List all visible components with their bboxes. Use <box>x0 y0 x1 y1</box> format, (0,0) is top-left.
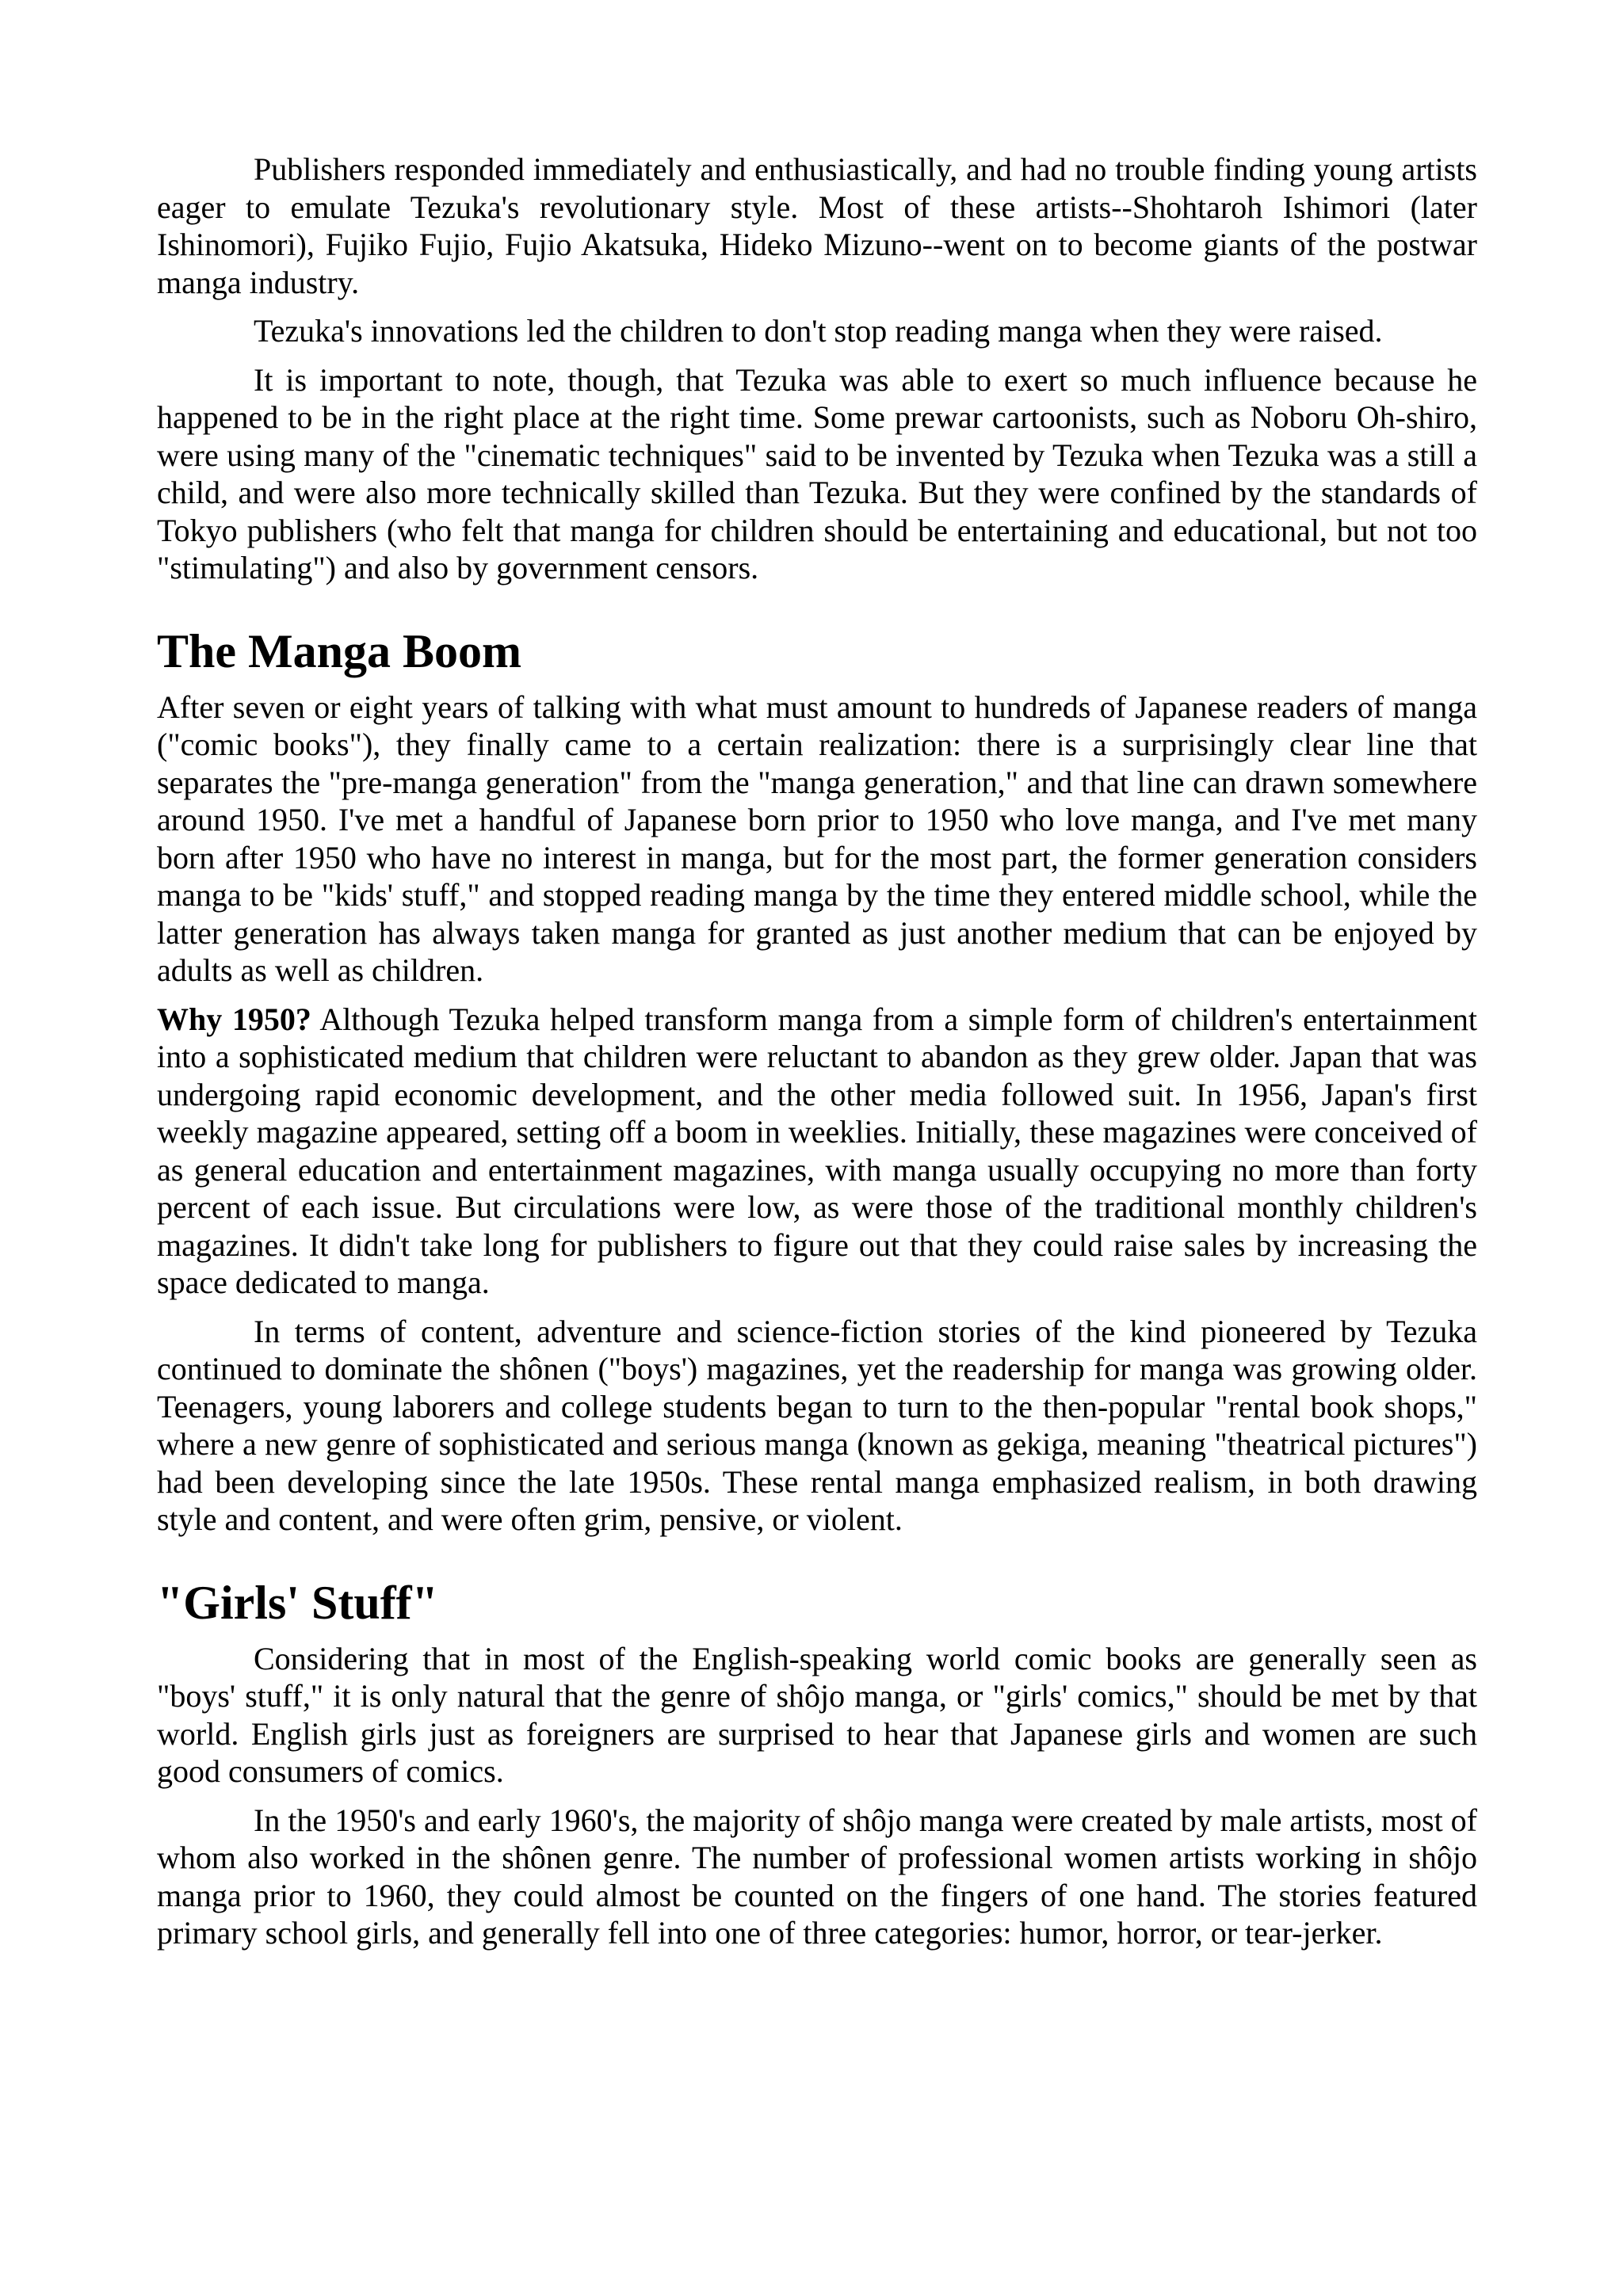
boom-paragraph-2-text: Although Tezuka helped transform manga from a simple form of children's entertainment into a sophisticated medium that children were reluctant to abandon as they grew older. Japan that was undergoing rapid economic development, and the other media followed suit. In 1956, Japan's first weekly magazine appeared, setting off a boom in weeklies. Initially, these magazines were conceived of as general education and entertainment magazines, with manga usually occupying no more than forty percent of each issue. But circulations were low, as were those of the traditional monthly children's magazines. It didn't take long for publishers to figure out that they could raise sales by increasing the space dedicated to manga. <box>157 1001 1477 1300</box>
boom-paragraph-1: After seven or eight years of talking with what must amount to hundreds of Japanese readers of manga ("comic books"), they finally came to a certain realization: there is a surprisingly clear line that separates the "pre-manga generation" from the "manga generation," and that line can drawn somewhere around 1950. I've met a handful of Japanese born prior to 1950 who love manga, and I've met many born after 1950 who have no interest in manga, but for the most part, the former generation considers manga to be "kids' stuff," and stopped reading manga by the time they entered middle school, while the latter generation has always taken manga for granted as just another medium that can be enjoyed by adults as well as children. <box>157 688 1477 988</box>
intro-paragraph-2: Tezuka's innovations led the children to don't stop reading manga when they were raised. <box>254 313 1383 349</box>
intro-paragraph-1: Publishers responded immediately and enthusiastically, and had no trouble finding young artists eager to emulate Tezuka's revolutionary style. Most of these artists--Shohtaroh Ishimori (later Ishinomori), Fujiko Fujio, Fujio Akatsuka, Hideko Mizuno--went on to become giants of the postwar manga industry. <box>157 151 1477 300</box>
intro-paragraph-3: It is important to note, though, that Tezuka was able to exert so much influence because he happened to be in the right place at the right time. Some prewar cartoonists, such as Noboru Oh-shiro, were using many of the "cinematic techniques" said to be invented by Tezuka when Tezuka was a still a child, and were also more technically skilled than Tezuka. But they were confined by the standards of Tokyo publishers (who felt that manga for children should be entertaining and educational, but not too "stimulating") and also by government censors. <box>157 361 1477 585</box>
why-1950-lead-in: Why 1950? <box>157 1001 311 1037</box>
heading-manga-boom: The Manga Boom <box>157 624 522 677</box>
heading-girls-stuff: "Girls' Stuff" <box>157 1576 438 1629</box>
boom-paragraph-2 <box>157 1001 1477 1302</box>
document-page <box>157 151 1477 1963</box>
girls-paragraph-2: In the 1950's and early 1960's, the majority of shôjo manga were created by male artists, most of whom also worked in the shônen genre. The number of professional women artists working in shôjo manga prior to 1960, they could almost be counted on the fingers of one hand. The stories featured primary school girls, and generally fell into one of three categories: humor, horror, or tear-jerker. <box>157 1802 1478 1951</box>
boom-paragraph-3: In terms of content, adventure and science-fiction stories of the kind pioneered by Tezuka continued to dominate the shônen ("boys') magazines, yet the readership for manga was growing older. Teenagers, young laborers and college students began to turn to the then-popular "rental book shops," where a new genre of sophisticated and serious manga (known as gekiga, meaning "theatrical pictures") had been developing since the late 1950s. These rental manga emphasized realism, in both drawing style and content, and were often grim, pensive, or violent. <box>157 1313 1477 1537</box>
girls-paragraph-1: Considering that in most of the English-speaking world comic books are generally seen as "boys' stuff," it is only natural that the genre of shôjo manga, or "girls' comics," should be met by that world. English girls just as foreigners are surprised to hear that Japanese girls and women are such good consumers of comics. <box>157 1640 1477 1789</box>
